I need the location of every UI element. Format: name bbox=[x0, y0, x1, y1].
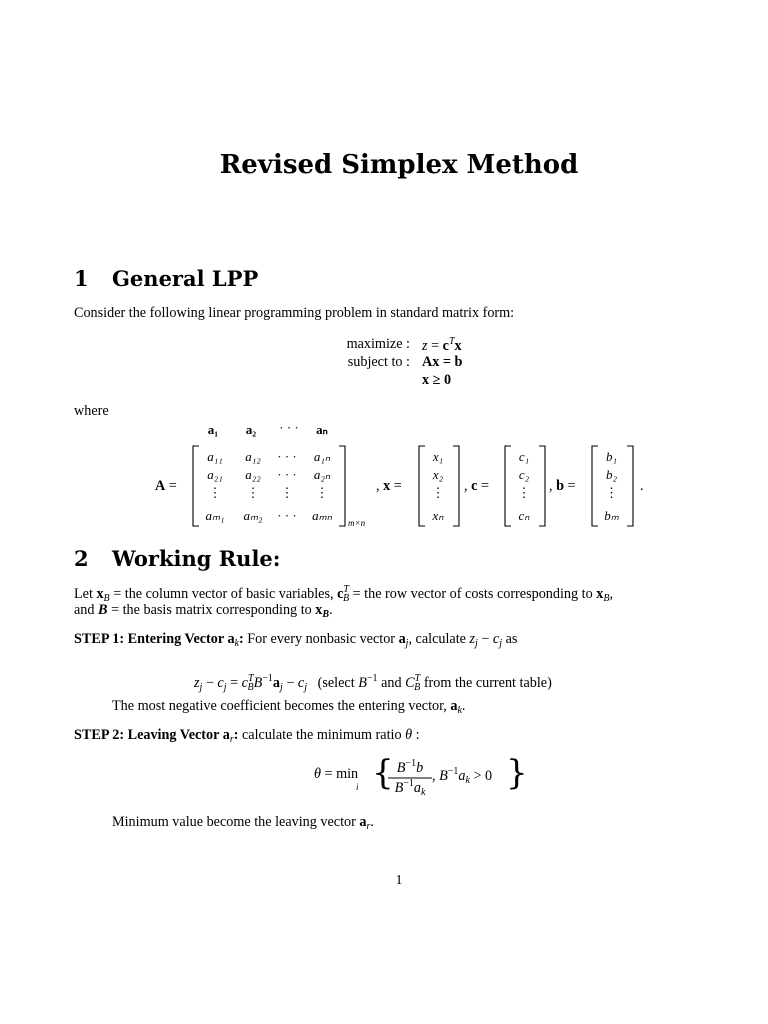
matrix-a-right-bracket bbox=[338, 446, 346, 526]
vector-b-entry: b₂ bbox=[605, 467, 618, 482]
page-number: 1 bbox=[395, 873, 403, 888]
step-1-line: STEP 1: Entering Vector $a_k$: For every nonbasic vector $a_j$, calculate $z_j - c_j$ as bbox=[74, 631, 518, 649]
where-label: where bbox=[74, 403, 109, 419]
step-1-result: The most negative coefficient becomes the entering vector, $a_k$. bbox=[112, 698, 466, 716]
vector-b-label: , b = bbox=[549, 478, 576, 494]
vector-x-right-bracket bbox=[452, 446, 460, 526]
matrix-a-cell: ⋮ bbox=[280, 485, 294, 500]
vector-x-entry: xₙ bbox=[432, 508, 444, 523]
section-2-heading bbox=[74, 546, 281, 571]
matrix-a-label: A = bbox=[155, 478, 177, 494]
matrix-a-cell: · · · bbox=[277, 449, 297, 464]
left-brace: { bbox=[372, 753, 394, 793]
constraint-equality: Ax = b bbox=[422, 354, 463, 370]
right-brace: } bbox=[506, 753, 528, 793]
matrix-a-cell: a₂₁ bbox=[207, 467, 223, 482]
matrix-a-cell: ⋮ bbox=[208, 485, 222, 500]
vector-b-entry: ⋮ bbox=[605, 485, 618, 500]
matrix-a-cell: a₂₂ bbox=[245, 467, 261, 482]
column-header-a1: a₁ bbox=[207, 422, 219, 437]
matrix-a-cell: a₁₂ bbox=[245, 449, 261, 464]
matrix-a-cell: a₁ₙ bbox=[313, 449, 331, 464]
ratio-numerator: $B^{-1}b$ bbox=[396, 758, 424, 776]
matrix-a-cell: a₁₁ bbox=[207, 449, 223, 464]
vector-c-label: , c = bbox=[464, 478, 489, 494]
page-title: Revised Simplex Method bbox=[219, 150, 579, 180]
subject-to-label: subject to : bbox=[347, 354, 410, 370]
intro-paragraph: Consider the following linear programming problem in standard matrix form: bbox=[74, 305, 515, 321]
ratio-denominator: $B^{-1}a_k$ bbox=[394, 778, 426, 798]
vector-b-entry: b₁ bbox=[605, 449, 618, 464]
vector-c-entry: cₙ bbox=[518, 508, 530, 523]
step-2-min-index: i bbox=[356, 782, 359, 792]
section-title: General LPP bbox=[112, 266, 259, 291]
step-2-result: Minimum value become the leaving vector $a_r$. bbox=[112, 814, 374, 832]
section-number: 1 bbox=[74, 266, 89, 291]
matrix-a-cell: aₘ₂ bbox=[243, 508, 263, 523]
objective-function: $z = c^Tx$ bbox=[422, 336, 462, 354]
vector-c-entry: c₁ bbox=[518, 449, 530, 464]
section-title: Working Rule: bbox=[112, 546, 281, 571]
constraint-nonnegativity: x ≥ 0 bbox=[422, 372, 452, 388]
column-header-a2: a₂ bbox=[245, 422, 257, 437]
step-2-line: STEP 2: Leaving Vector $a_r$: calculate the minimum ratio θ : bbox=[74, 727, 420, 745]
definitions-line-1: Let $x_B$ = the column vector of basic variables, $c^T_B$ = the row vector of costs corresponding to $x_B$, bbox=[74, 584, 613, 604]
definitions-line-2: and B = the basis matrix corresponding to $x_B$. bbox=[74, 602, 333, 620]
step-2-formula-lhs: θ = min bbox=[314, 766, 359, 782]
matrix-a-dimension: m×n bbox=[348, 518, 366, 528]
vector-x-entry: x₂ bbox=[432, 467, 444, 482]
vector-x-entry: ⋮ bbox=[431, 485, 445, 500]
matrix-a-cell: · · · bbox=[277, 467, 297, 482]
matrix-a-cell: aₘ₁ bbox=[205, 508, 225, 523]
column-header-dots: · · · bbox=[279, 420, 299, 435]
vector-b-entry: bₘ bbox=[604, 508, 619, 523]
step-1-formula: $z_j - c_j = c^T_BB^{-1}a_j - c_j$ (select $B^{-1}$ and $C^T_B$ from the current table) bbox=[194, 673, 552, 693]
matrix-a-cell: · · · bbox=[277, 508, 297, 523]
vector-c-right-bracket bbox=[538, 446, 546, 526]
matrix-a-cell: aₘₙ bbox=[312, 508, 332, 523]
section-1-heading bbox=[74, 266, 258, 291]
vector-x-label: , x = bbox=[376, 478, 402, 494]
vector-c-entry: ⋮ bbox=[517, 485, 531, 500]
trailing-period: . bbox=[640, 478, 644, 494]
matrix-a-cell: a₂ₙ bbox=[313, 467, 331, 482]
matrix-a-cell: ⋮ bbox=[246, 485, 260, 500]
vector-c-entry: c₂ bbox=[518, 467, 530, 482]
matrix-a-cell: ⋮ bbox=[315, 485, 329, 500]
section-number: 2 bbox=[74, 546, 89, 571]
vector-x-entry: x₁ bbox=[432, 449, 444, 464]
maximize-label: maximize : bbox=[346, 336, 410, 352]
column-header-an: aₙ bbox=[316, 422, 328, 437]
vector-b-right-bracket bbox=[626, 446, 634, 526]
ratio-condition: , $B^{-1}a_k > 0$ bbox=[432, 766, 493, 786]
